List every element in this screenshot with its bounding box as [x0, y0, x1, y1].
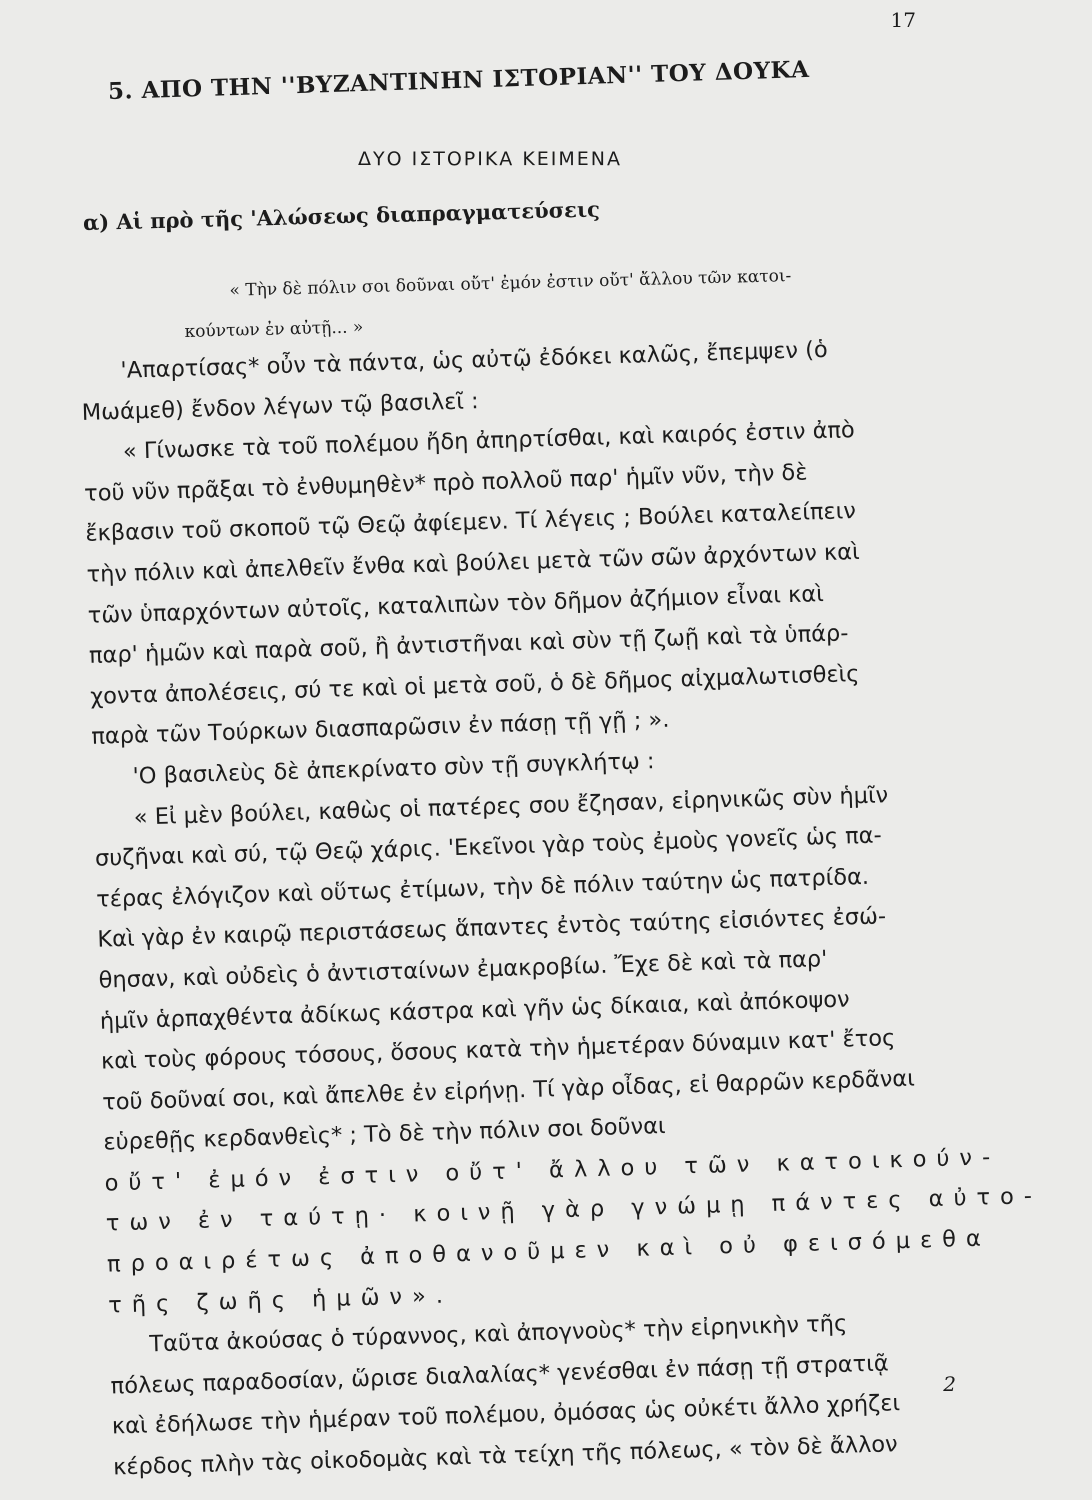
body-line: καὶ τοὺς φόρους τόσους, ὅσους κατὰ τὴν ἡμετέραν δύναμιν κατ' ἔτος — [100, 1025, 896, 1075]
body-line: των ἐν ταύτῃ· κοινῇ γὰρ γνώμῃ πάντες αὐτο- — [105, 1183, 1043, 1238]
body-line: τὴν πόλιν καὶ ἀπελθεῖν ἔνθα καὶ βούλει μετὰ τῶν σῶν ἀρχόντων καὶ — [86, 538, 861, 588]
body-line: τοῦ νῦν πρᾶξαι τὸ ἐνθυμηθὲν* πρὸ πολλοῦ παρ' ἡμῖν νῦν, τὴν δὲ — [83, 459, 808, 507]
section-heading: α) Αἱ πρὸ τῆς 'Αλώσεως διαπραγματεύσεις — [82, 196, 601, 235]
body-line: τέρας ἐλόγιζον καὶ οὕτως ἐτίμων, τὴν δὲ πόλιν ταύτην ὡς πατρίδα. — [95, 863, 870, 913]
body-line: Μωάμεθ) ἔνδον λέγων τῷ βασιλεῖ : — [81, 387, 480, 426]
body-line: θησαν, καὶ οὐδεὶς ὁ ἀντισταίνων ἐμακροβίω. Ἔχε δὲ καὶ τὰ παρ' — [98, 946, 828, 994]
body-line: « Γίνωσκε τὰ τοῦ πολέμου ἤδη ἀπηρτίσθαι, καὶ καιρός ἐστιν ἀπὸ — [122, 417, 856, 465]
body-line: τῶν ὑπαρχόντων αὐτοῖς, καταλιπὼν τὸν δῆμον ἀζήμιον εἶναι καὶ — [87, 580, 825, 629]
body-line: ἡμῖν ἁρπαχθέντα ἀδίκως κάστρα καὶ γῆν ὡς δίκαια, καὶ ἀπόκοψον — [99, 985, 850, 1035]
body-line: εὑρεθῇς κερδανθεὶς* ; Τὸ δὲ τὴν πόλιν σοι δοῦναι — [103, 1113, 666, 1156]
body-line: 'Ο βασιλεὺς δὲ ἀπεκρίνατο σὺν τῇ συγκλήτῳ : — [132, 748, 655, 790]
chapter-heading: 5. ΑΠΟ ΤΗΝ ''ΒΥΖΑΝΤΙΝΗΝ ΙΣΤΟΡΙΑΝ'' ΤΟΥ ΔΟΥΚΑ — [107, 55, 810, 105]
body-line: παρὰ τῶν Τούρκων διασπαρῶσιν ἐν πάσῃ τῇ γῇ ; ». — [91, 707, 670, 751]
body-line: τοῦ δοῦναί σοι, καὶ ἄπελθε ἐν εἰρήνῃ. Τί γὰρ οἶδας, εἰ θαρρῶν κερδᾶναι — [101, 1065, 916, 1116]
body-line: πόλεως παραδοσίαν, ὥρισε διαλαλίας* γενέσθαι ἐν πάσῃ τῇ στρατιᾷ — [110, 1350, 890, 1400]
body-text — [80, 325, 1043, 1488]
body-line: τῆς ζωῆς ἡμῶν». — [107, 1282, 454, 1319]
body-line: 'Απαρτίσας* οὖν τὰ πάντα, ὡς αὐτῷ ἐδόκει καλῶς, ἔπεμψεν (ὁ — [120, 336, 829, 384]
body-line: οὔτ' ἐμόν ἐστιν οὔτ' ἄλλου τῶν κατοικούν- — [104, 1143, 1001, 1197]
body-line: « Εἰ μὲν βούλει, καθὼς οἱ πατέρες σου ἔζησαν, εἰρηνικῶς σὺν ἡμῖν — [133, 781, 889, 831]
body-line: προαιρέτως ἀποθανοῦμεν καὶ οὐ φεισόμεθα — [106, 1225, 992, 1278]
body-line: παρ' ἡμῶν καὶ παρὰ σοῦ, ἢ ἀντιστῆναι καὶ σὺν τῇ ζωῇ καὶ τὰ ὑπάρ- — [88, 620, 849, 670]
body-line: ἔκβασιν τοῦ σκοποῦ τῷ Θεῷ ἀφίεμεν. Τί λέγεις ; Βούλει καταλείπειν — [85, 498, 857, 548]
body-line: χοντα ἀπολέσεις, σύ τε καὶ οἱ μετὰ σοῦ, ὁ δὲ δῆμος αἰχμαλωτισθεὶς — [89, 660, 860, 710]
body-line: κέρδος πλὴν τὰς οἰκοδομὰς καὶ τὰ τείχη τῆς πόλεως, « τὸν δὲ ἄλλον — [112, 1431, 899, 1481]
footer-signature-number: 2 — [943, 1372, 956, 1396]
subtitle: ΔΥΟ ΙΣΤΟΡΙΚΑ ΚΕΙΜΕΝΑ — [358, 148, 623, 170]
page-number: 17 — [890, 8, 916, 32]
body-line: Καὶ γὰρ ἐν καιρῷ περιστάσεως ἅπαντες ἐντὸς ταύτης εἰσιόντες ἐσώ- — [97, 903, 887, 954]
body-line: συζῆναι καὶ σύ, τῷ Θεῷ χάρις. 'Εκεῖνοι γὰρ τοὺς ἐμοὺς γονεῖς ὡς πα- — [94, 822, 883, 872]
body-line: καὶ ἐδήλωσε τὴν ἡμέραν τοῦ πολέμου, ὀμόσας ὡς οὐκέτι ἄλλο χρήζει — [111, 1390, 901, 1440]
body-line: Ταῦτα ἀκούσας ὁ τύραννος, καὶ ἀπογνοὺς* τὴν εἰρηνικὴν τῆς — [149, 1310, 848, 1358]
epigraph-line: κούντων ἐν αὐτῇ... » — [184, 317, 364, 342]
epigraph-line: « Τὴν δὲ πόλιν σοι δοῦναι οὔτ' ἐμόν ἐστιν οὔτ' ἄλλου τῶν κατοι- — [229, 266, 792, 301]
